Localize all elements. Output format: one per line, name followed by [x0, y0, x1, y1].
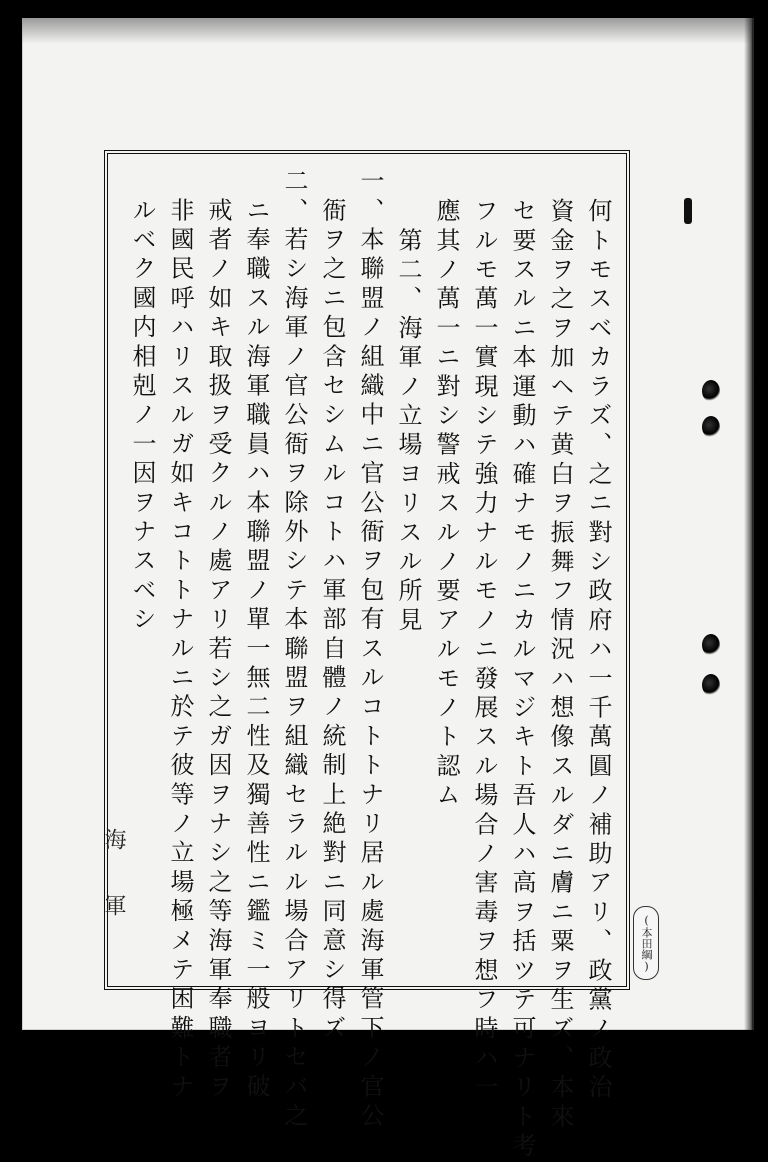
text-column-13: ルベク國内相剋ノ一因ヲナスベシ [128, 168, 156, 636]
text-column-11: 戒者ノ如キ取扱ヲ受クルノ處アリ若シ之ガ因ヲナシ之等海軍奉職者ヲ [204, 168, 232, 1103]
text-column-5: 應其ノ萬一ニ對シ警戒スルノ要アルモノト認ム [432, 198, 460, 812]
text-column-2: 資金ヲ之ヲ加ヘテ黄白ヲ振舞フ情況ハ想像スルダニ膚ニ粟ヲ生ズ、本來 [546, 198, 574, 1133]
punch-hole [702, 380, 720, 402]
punch-hole [702, 674, 720, 696]
ink-mark [684, 198, 692, 224]
punch-hole [702, 416, 720, 438]
author-stamp: (本田綱) [633, 906, 659, 980]
text-column-12: 非國民呼ハリスルガ如キコトトナルニ於テ彼等ノ立場極メテ困難トナ [166, 168, 194, 1103]
punch-hole [702, 634, 720, 656]
document-page [22, 18, 752, 1162]
text-column-10: ニ奉職スル海軍職員ハ本聯盟ノ單一無二性及獨善性ニ鑑ミ一般ヨリ破 [242, 168, 270, 1103]
text-column-1: 何トモスベカラズ、之ニ對シ政府ハ一千萬圓ノ補助アリ、政黨ノ政治 [584, 198, 612, 1104]
side-label: 海軍 [101, 828, 126, 960]
text-column-8: 衙ヲ之ニ包含セシムルコトハ軍部自體ノ統制上絶對ニ同意シ得ズ [318, 168, 346, 1045]
text-column-4: フルモ萬一實現シテ強力ナルモノニ發展スル場合ノ害毒ヲ想フ時ハ一 [470, 198, 498, 1104]
text-column-9: 二、若シ海軍ノ官公衙ヲ除外シテ本聯盟ヲ組織セラルル場合アリトセバ之 [280, 168, 308, 1132]
section-heading: 第二、海軍ノ立場ヨリスル所見 [394, 198, 422, 636]
text-column-3: セ要スルニ本運動ハ確ナモノニカルマジキト吾人ハ高ヲ括ツテ可ナリト考 [508, 198, 536, 1162]
text-column-7: 一、本聯盟ノ組織中ニ官公衙ヲ包有スルコトトナリ居ル處海軍管下ノ官公 [356, 168, 384, 1132]
